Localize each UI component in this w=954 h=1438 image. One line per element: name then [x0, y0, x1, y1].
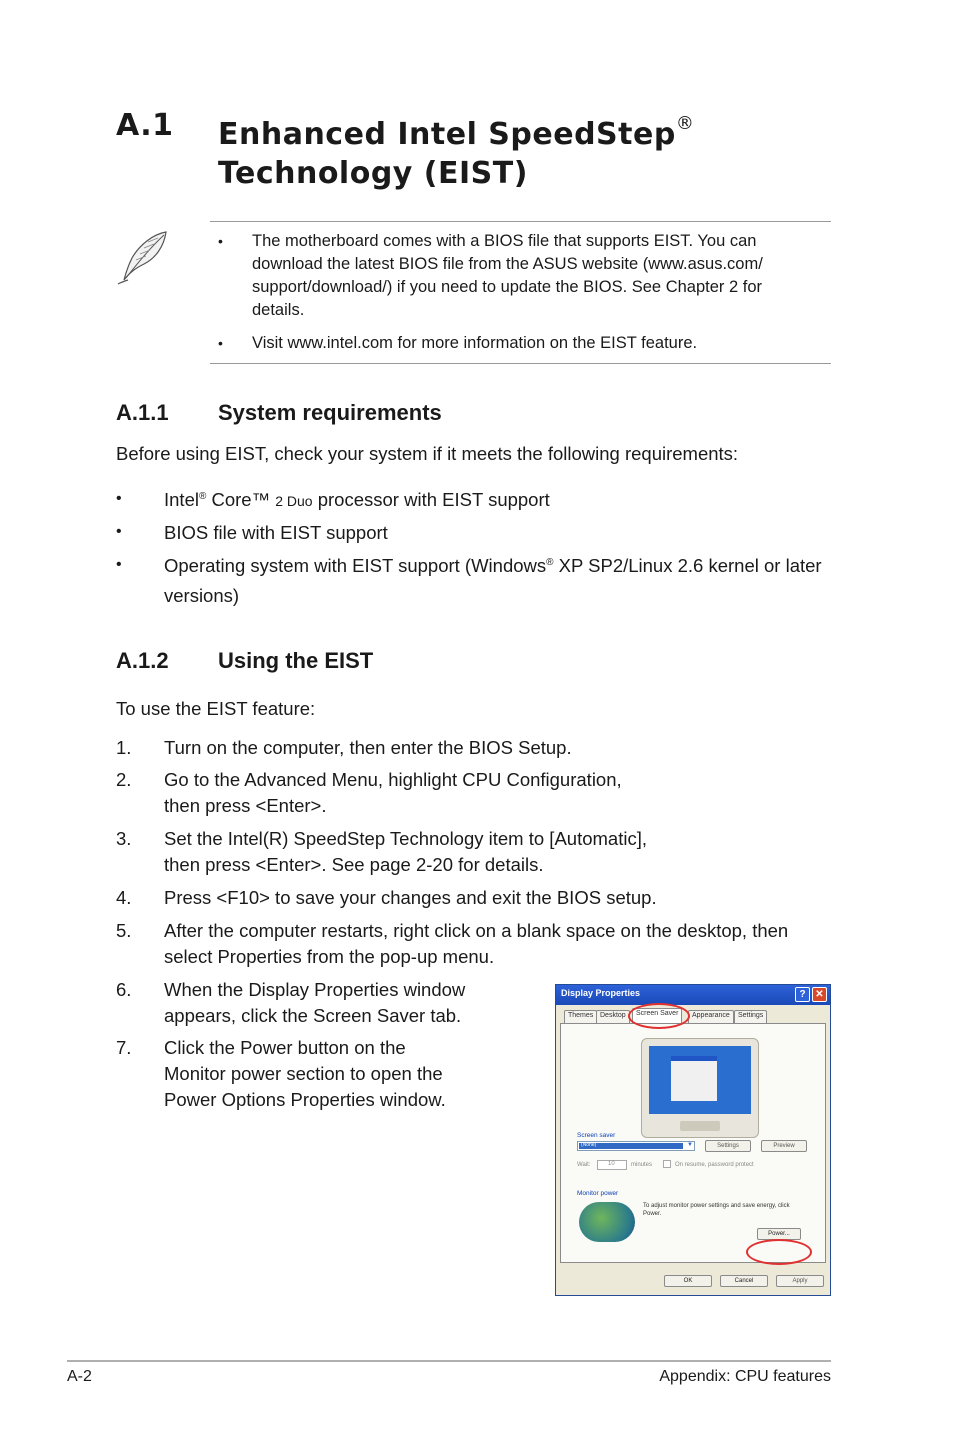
screen-saver-select[interactable]	[577, 1141, 695, 1151]
section-title: System requirements	[218, 400, 442, 425]
footer-section-title: Appendix: CPU features	[659, 1368, 831, 1385]
monitor-power-text: To adjust monitor power settings and save energy, click Power.	[643, 1203, 790, 1217]
screen-saver-label: Screen saver	[577, 1132, 616, 1139]
title-line-1: Enhanced Intel SpeedStep	[218, 117, 676, 152]
highlight-circle-screen-saver-tab	[628, 1003, 690, 1029]
close-button[interactable]: ✕	[812, 987, 827, 1002]
window-title: Display Properties	[561, 988, 641, 998]
power-button[interactable]: Power...	[757, 1228, 801, 1240]
requirement-2: BIOS file with EIST support	[164, 522, 388, 543]
page-title	[218, 108, 694, 193]
section-number: A.1.2	[116, 648, 169, 673]
screen-saver-panel	[560, 1023, 826, 1263]
section-title: Using the EIST	[218, 648, 374, 673]
step-number: 5.	[116, 920, 132, 941]
step-text: Go to the Advanced Menu, highlight CPU Configuration, then press <Enter>.	[164, 769, 622, 816]
display-properties-screenshot	[555, 984, 831, 1296]
step-text: Set the Intel(R) SpeedStep Technology item to [Automatic], then press <Enter>. See page 2-20 for details.	[164, 828, 647, 875]
registered-mark: ®	[198, 491, 207, 502]
section-intro: To use the EIST feature:	[116, 698, 316, 719]
wait-stepper[interactable]: 10	[597, 1160, 627, 1170]
req-text: processor with EIST support	[312, 489, 550, 510]
step-number: 4.	[116, 887, 132, 908]
ok-button[interactable]: OK	[664, 1275, 712, 1287]
step-text: After the computer restarts, right click on a blank space on the desktop, then select Properties from the pop-up menu.	[164, 920, 789, 967]
password-label: On resume, password protect	[675, 1162, 754, 1168]
footer-rule	[67, 1360, 831, 1362]
step-number: 2.	[116, 769, 132, 790]
req-text: Core™	[206, 489, 276, 510]
note-item-2: Visit www.intel.com for more information on the EIST feature.	[252, 334, 698, 352]
list-bullet: •	[116, 523, 122, 540]
note-top-rule	[210, 221, 831, 222]
section-intro: Before using EIST, check your system if it meets the following requirements:	[116, 443, 739, 464]
monitor-screen	[649, 1046, 751, 1114]
registered-mark: ®	[546, 557, 554, 568]
monitor-power-label: Monitor power	[577, 1190, 619, 1197]
combo-value: (None)	[581, 1142, 597, 1148]
help-button[interactable]: ?	[795, 987, 810, 1002]
feather-note-icon	[114, 228, 172, 286]
note-item-1: The motherboard comes with a BIOS file that supports EIST. You can download the latest BIOS file from the ASUS website (www.asus.com/ support/download/) if you need to update the BIOS. See Chapter 2 for details.	[252, 232, 763, 319]
step-text: Turn on the computer, then enter the BIOS Setup.	[164, 737, 572, 758]
step-text: When the Display Properties window appears, click the Screen Saver tab.	[164, 979, 466, 1026]
step-text: Press <F10> to save your changes and exit the BIOS setup.	[164, 887, 657, 908]
heading-number: A.1	[116, 108, 174, 143]
settings-button[interactable]: Settings	[705, 1140, 751, 1152]
tab-appearance[interactable]: Appearance	[688, 1010, 734, 1024]
step-text: Click the Power button on the Monitor power section to open the Power Options Properties window.	[164, 1037, 446, 1110]
step-number: 6.	[116, 979, 132, 1000]
note-bullet: •	[218, 335, 223, 351]
tab-themes[interactable]: Themes	[564, 1010, 597, 1024]
list-bullet: •	[116, 490, 122, 507]
req-text: 2 Duo	[275, 493, 313, 509]
minutes-label: minutes	[631, 1162, 653, 1168]
preview-window	[671, 1056, 717, 1101]
preview-button[interactable]: Preview	[761, 1140, 807, 1152]
tab-desktop[interactable]: Desktop	[596, 1010, 630, 1024]
note-bullet: •	[218, 233, 223, 249]
title-line-2: Technology (EIST)	[218, 156, 528, 191]
req-text: Operating system with EIST support (Windows	[164, 555, 547, 576]
requirement-3	[164, 553, 824, 609]
section-number: A.1.1	[116, 400, 169, 425]
monitor-preview	[641, 1038, 759, 1138]
combo-selection	[579, 1143, 683, 1149]
tab-screen-saver[interactable]: Screen Saver	[632, 1008, 682, 1024]
list-bullet: •	[116, 556, 122, 573]
apply-button[interactable]: Apply	[776, 1275, 824, 1287]
req-text: XP SP2/Linux 2.6 kernel or later versions)	[164, 555, 822, 606]
window-titlebar	[556, 985, 830, 1005]
step-number: 1.	[116, 737, 132, 758]
page-number: A-2	[67, 1368, 92, 1385]
cancel-button[interactable]: Cancel	[720, 1275, 768, 1287]
wait-label: Wait:	[577, 1162, 591, 1168]
requirement-1	[164, 487, 550, 517]
monitor-stand	[680, 1121, 720, 1131]
tab-settings[interactable]: Settings	[734, 1010, 767, 1024]
req-text: Intel	[164, 489, 199, 510]
energy-globe-icon	[579, 1202, 635, 1242]
highlight-circle-power-button	[746, 1239, 812, 1265]
step-number: 7.	[116, 1037, 132, 1058]
registered-mark: ®	[675, 113, 695, 134]
step-number: 3.	[116, 828, 132, 849]
note-bottom-rule	[210, 363, 831, 364]
password-checkbox[interactable]	[663, 1160, 671, 1168]
chevron-down-icon: ▼	[687, 1142, 693, 1148]
